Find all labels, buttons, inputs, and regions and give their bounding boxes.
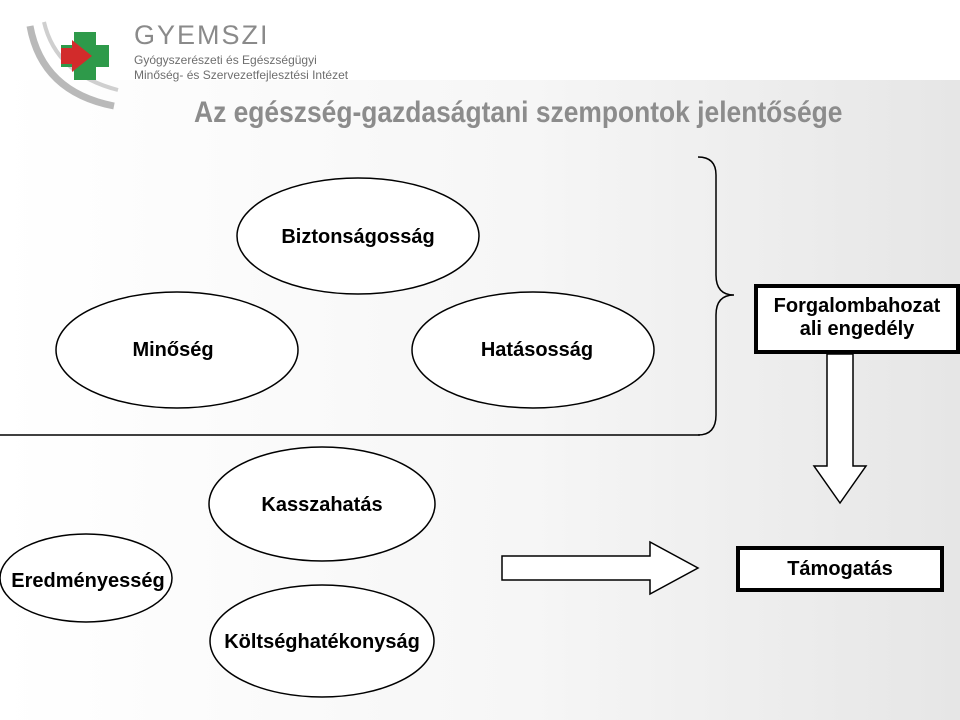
label-kasszahatas: Kasszahatás [261,494,383,516]
slide-title: Az egészség-gazdaságtani szempontok jelentősége [194,96,843,129]
down-arrow-icon [814,354,866,503]
logo-subtitle-line2: Minőség- és Szervezetfejlesztési Intézet [134,68,349,82]
logo-name: GYEMSZI [134,20,270,50]
label-tamogatas: Támogatás [787,558,893,580]
label-forgalombahozatali-line1: Forgalombahozat [773,295,941,317]
right-arrow-icon [502,542,698,594]
label-biztonsagossag: Biztonságosság [281,226,435,248]
logo-subtitle-line1: Gyógyszerészeti és Egészségügyi [134,53,317,67]
label-eredmenyesseg: Eredményesség [11,570,165,592]
curly-brace [698,157,734,435]
label-hatasossag: Hatásosság [480,339,594,361]
label-koltseghatekonysag: Költséghatékonyság [224,631,420,653]
label-forgalombahozatali-line2: ali engedély [799,318,915,340]
label-minoseg: Minőség [132,339,214,361]
